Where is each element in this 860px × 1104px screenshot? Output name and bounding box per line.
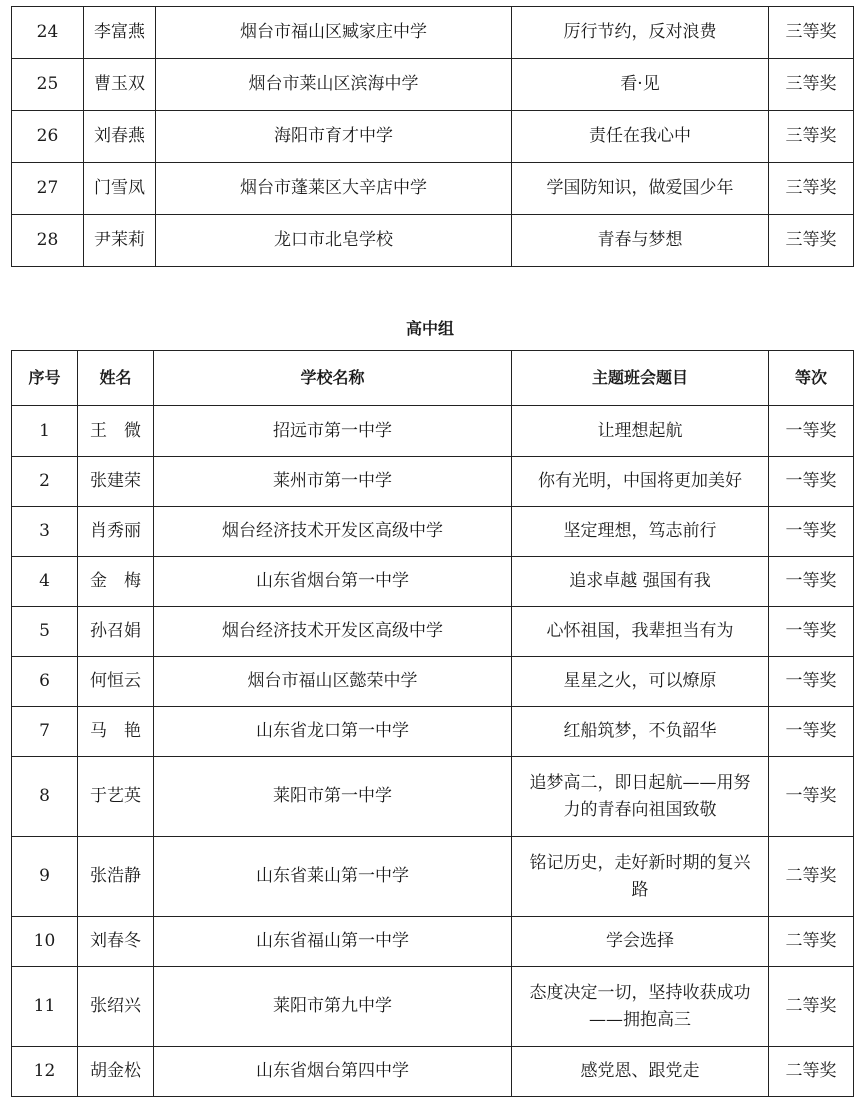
cell-no: 1: [12, 406, 78, 457]
cell-topic: 责任在我心中: [512, 111, 769, 163]
cell-no: 28: [12, 215, 84, 267]
cell-award: 二等奖: [769, 917, 854, 967]
cell-name: 李富燕: [84, 7, 156, 59]
cell-school: 莱阳市第九中学: [154, 967, 512, 1047]
cell-name: 于艺英: [78, 757, 154, 837]
table-row: [12, 7, 854, 59]
cell-no: 12: [12, 1047, 78, 1097]
cell-school: 龙口市北皂学校: [156, 215, 512, 267]
cell-topic: 追求卓越 强国有我: [512, 557, 769, 607]
cell-award: 二等奖: [769, 1047, 854, 1097]
cell-name: 张建荣: [78, 457, 154, 507]
table-row: [12, 757, 854, 837]
cell-name: 马 艳: [78, 707, 154, 757]
cell-no: 26: [12, 111, 84, 163]
header-award: 等次: [769, 351, 854, 406]
cell-topic-line: 追梦高二，即日起航——用努: [529, 773, 751, 794]
cell-topic: 厉行节约，反对浪费: [512, 7, 769, 59]
header-topic: 主题班会题目: [512, 351, 769, 406]
table-row: [12, 59, 854, 111]
table-row: [12, 557, 854, 607]
cell-school: 山东省龙口第一中学: [154, 707, 512, 757]
cell-award: 一等奖: [769, 657, 854, 707]
cell-no: 11: [12, 967, 78, 1047]
cell-topic: 青春与梦想: [512, 215, 769, 267]
cell-topic: 让理想起航: [512, 406, 769, 457]
cell-school: 山东省福山第一中学: [154, 917, 512, 967]
cell-topic: [512, 967, 769, 1047]
cell-award: 三等奖: [769, 59, 854, 111]
cell-no: 4: [12, 557, 78, 607]
cell-topic: 星星之火，可以燎原: [512, 657, 769, 707]
table-row: [12, 917, 854, 967]
cell-school: 烟台经济技术开发区高级中学: [154, 507, 512, 557]
cell-school: 烟台市福山区臧家庄中学: [156, 7, 512, 59]
cell-school: 烟台经济技术开发区高级中学: [154, 607, 512, 657]
cell-no: 5: [12, 607, 78, 657]
cell-name: 刘春燕: [84, 111, 156, 163]
cell-award: 三等奖: [769, 163, 854, 215]
cell-school: 烟台市莱山区滨海中学: [156, 59, 512, 111]
table-row: [12, 837, 854, 917]
cell-name: 孙召娟: [78, 607, 154, 657]
cell-topic: 看·见: [512, 59, 769, 111]
table-row: [12, 607, 854, 657]
cell-name: 肖秀丽: [78, 507, 154, 557]
cell-award: 一等奖: [769, 607, 854, 657]
cell-school: 山东省烟台第一中学: [154, 557, 512, 607]
high-school-table: [11, 350, 854, 1097]
cell-topic: [512, 837, 769, 917]
cell-topic: [512, 757, 769, 837]
cell-no: 3: [12, 507, 78, 557]
cell-award: 一等奖: [769, 557, 854, 607]
header-school: 学校名称: [154, 351, 512, 406]
cell-award: 一等奖: [769, 507, 854, 557]
cell-no: 8: [12, 757, 78, 837]
cell-award: 一等奖: [769, 757, 854, 837]
cell-no: 25: [12, 59, 84, 111]
cell-school: 招远市第一中学: [154, 406, 512, 457]
cell-award: 三等奖: [769, 7, 854, 59]
cell-award: 三等奖: [769, 215, 854, 267]
cell-award: 一等奖: [769, 457, 854, 507]
table-row: [12, 457, 854, 507]
cell-award: 一等奖: [769, 406, 854, 457]
cell-name: 尹茉莉: [84, 215, 156, 267]
table-row: [12, 657, 854, 707]
cell-topic: 红船筑梦，不负韶华: [512, 707, 769, 757]
cell-school: 莱阳市第一中学: [154, 757, 512, 837]
cell-topic-line: ——拥抱高三: [589, 1009, 691, 1030]
cell-school: 莱州市第一中学: [154, 457, 512, 507]
cell-topic: 学会选择: [512, 917, 769, 967]
cell-name: 张绍兴: [78, 967, 154, 1047]
cell-topic-line: 铭记历史，走好新时期的复兴: [529, 853, 751, 874]
cell-no: 2: [12, 457, 78, 507]
table-row: [12, 406, 854, 457]
table-row: [12, 215, 854, 267]
header-no: 序号: [12, 351, 78, 406]
table-row: [12, 507, 854, 557]
cell-school: 山东省烟台第四中学: [154, 1047, 512, 1097]
cell-name: 金 梅: [78, 557, 154, 607]
cell-topic: 感党恩、跟党走: [512, 1047, 769, 1097]
cell-award: 一等奖: [769, 707, 854, 757]
middle-school-table-tail: [11, 6, 854, 267]
cell-topic: 学国防知识，做爱国少年: [512, 163, 769, 215]
cell-no: 9: [12, 837, 78, 917]
cell-name: 王 微: [78, 406, 154, 457]
table-row: [12, 1047, 854, 1097]
cell-no: 6: [12, 657, 78, 707]
cell-school: 烟台市蓬莱区大辛店中学: [156, 163, 512, 215]
table-header-row: [12, 351, 854, 406]
cell-no: 7: [12, 707, 78, 757]
cell-no: 24: [12, 7, 84, 59]
cell-topic-line: 路: [631, 879, 649, 900]
section-title-high-school: 高中组: [405, 319, 454, 338]
table-row: [12, 967, 854, 1047]
table-row: [12, 707, 854, 757]
cell-school: 烟台市福山区懿荣中学: [154, 657, 512, 707]
cell-topic: 坚定理想，笃志前行: [512, 507, 769, 557]
cell-name: 胡金松: [78, 1047, 154, 1097]
cell-award: 二等奖: [769, 837, 854, 917]
cell-school: 山东省莱山第一中学: [154, 837, 512, 917]
cell-award: 二等奖: [769, 967, 854, 1047]
cell-name: 何恒云: [78, 657, 154, 707]
cell-topic: 你有光明，中国将更加美好: [512, 457, 769, 507]
table-row: [12, 111, 854, 163]
cell-topic: 心怀祖国，我辈担当有为: [512, 607, 769, 657]
cell-name: 刘春冬: [78, 917, 154, 967]
cell-topic-line: 力的青春向祖国致敬: [563, 799, 717, 820]
cell-no: 10: [12, 917, 78, 967]
table-row: [12, 163, 854, 215]
cell-name: 张浩静: [78, 837, 154, 917]
cell-no: 27: [12, 163, 84, 215]
cell-name: 门雪凤: [84, 163, 156, 215]
cell-award: 三等奖: [769, 111, 854, 163]
cell-school: 海阳市育才中学: [156, 111, 512, 163]
header-name: 姓名: [78, 351, 154, 406]
cell-name: 曹玉双: [84, 59, 156, 111]
cell-topic-line: 态度决定一切，坚持收获成功: [529, 983, 751, 1004]
